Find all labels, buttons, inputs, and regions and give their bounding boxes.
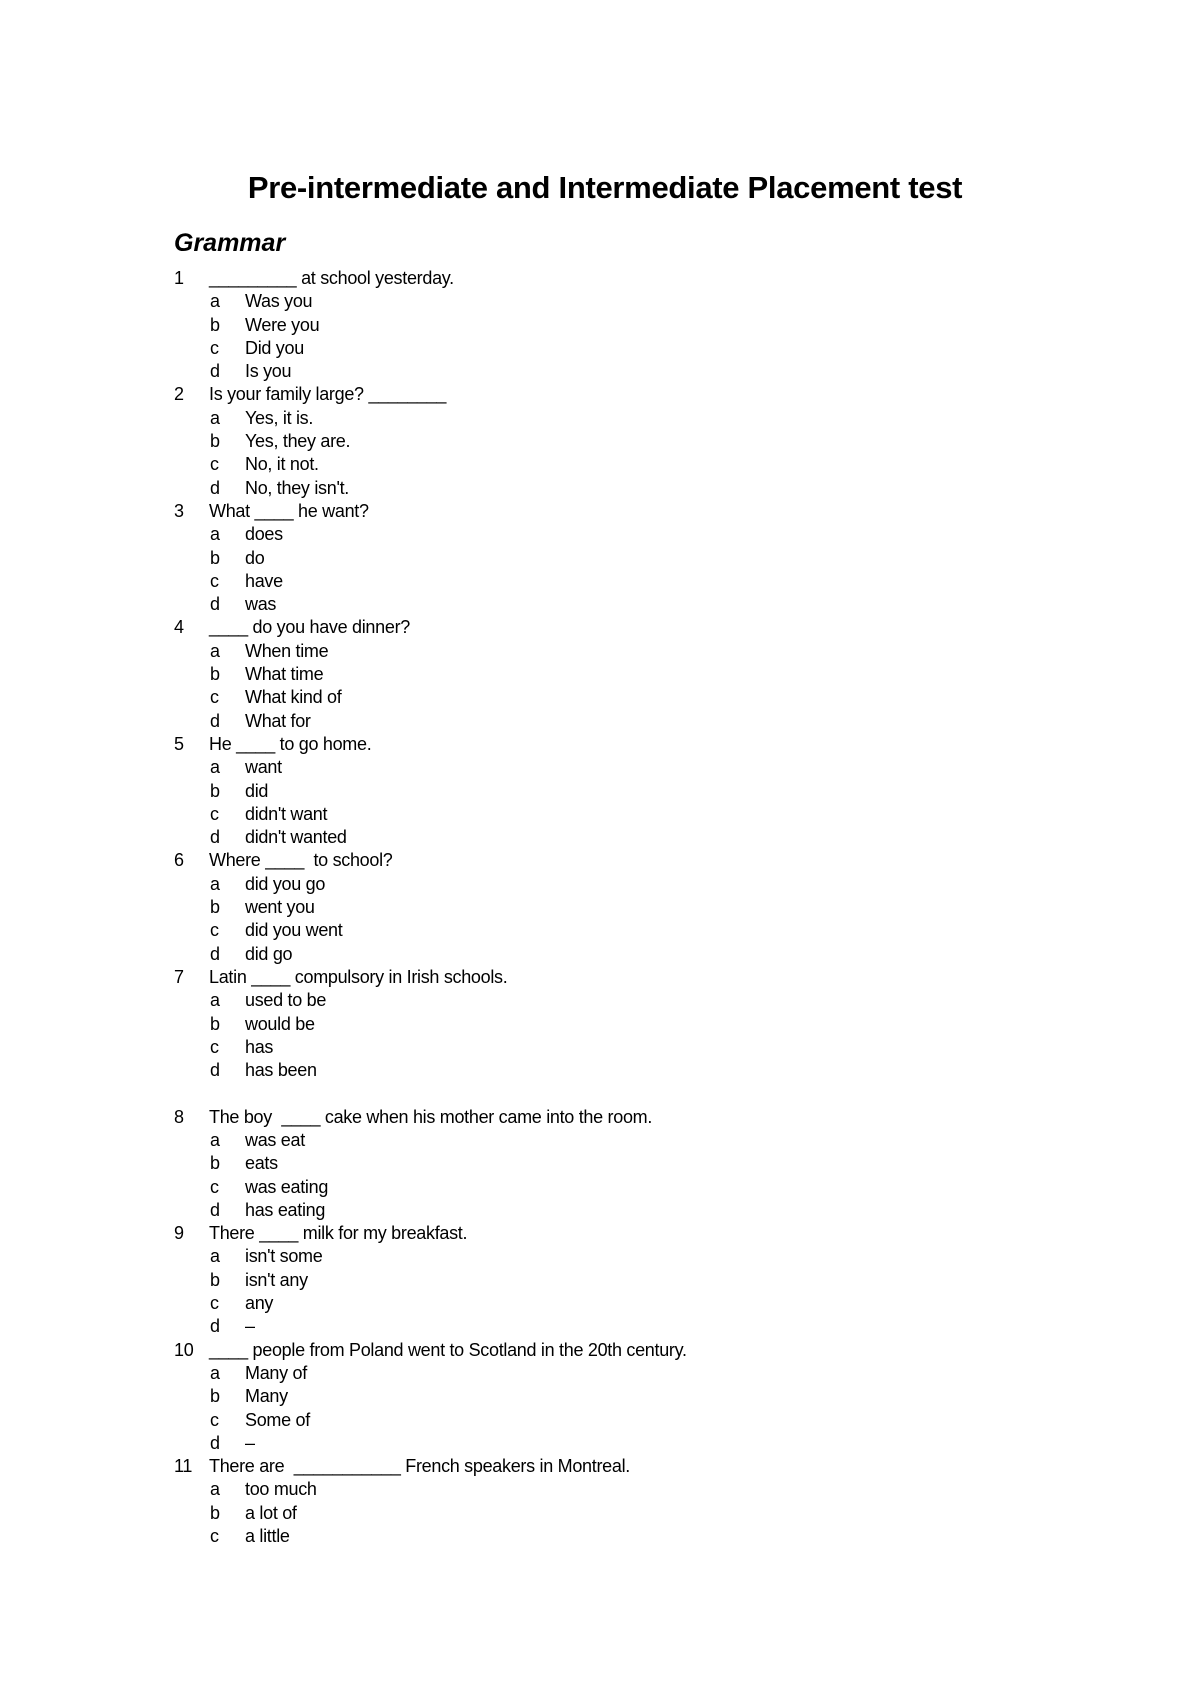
option-text: was eat bbox=[245, 1129, 305, 1150]
option-letter: b bbox=[210, 897, 220, 918]
option-text: Is you bbox=[245, 361, 292, 382]
option-text: – bbox=[245, 1432, 255, 1453]
option-text: a little bbox=[245, 1526, 290, 1547]
option-text: was eating bbox=[245, 1176, 329, 1197]
option-text: didn't wanted bbox=[245, 827, 347, 848]
question-number: 8 bbox=[174, 1106, 184, 1127]
option-letter: a bbox=[210, 640, 220, 661]
question-text: He ____ to go home. bbox=[209, 733, 372, 754]
option-text: When time bbox=[245, 640, 329, 661]
option-text: Many bbox=[245, 1386, 288, 1407]
option-letter: a bbox=[210, 873, 220, 894]
option-letter: a bbox=[210, 524, 220, 545]
option-letter: c bbox=[210, 687, 219, 708]
option-letter: d bbox=[210, 361, 220, 382]
option-letter: a bbox=[210, 407, 220, 428]
option-letter: a bbox=[210, 1362, 220, 1383]
option-letter: b bbox=[210, 1269, 220, 1290]
option-text: did go bbox=[245, 943, 293, 964]
option-text: Many of bbox=[245, 1362, 307, 1383]
option-letter: b bbox=[210, 664, 220, 685]
option-letter: c bbox=[210, 1409, 219, 1430]
question-number: 6 bbox=[174, 850, 184, 871]
question-number: 11 bbox=[174, 1456, 193, 1477]
page-title: Pre-intermediate and Intermediate Placement test bbox=[247, 170, 963, 205]
question-number: 4 bbox=[174, 617, 184, 638]
question-number: 2 bbox=[174, 384, 184, 405]
option-text: What time bbox=[245, 664, 324, 685]
option-letter: d bbox=[210, 1316, 220, 1337]
option-text: did bbox=[245, 780, 269, 801]
option-letter: d bbox=[210, 1199, 220, 1220]
question-text: There ____ milk for my breakfast. bbox=[209, 1223, 468, 1244]
question-number: 7 bbox=[174, 966, 184, 987]
option-text: too much bbox=[245, 1479, 317, 1500]
option-text: didn't want bbox=[245, 803, 328, 824]
option-letter: a bbox=[210, 757, 220, 778]
option-text: has been bbox=[245, 1060, 317, 1081]
question-text: Latin ____ compulsory in Irish schools. bbox=[209, 966, 508, 987]
option-letter: b bbox=[210, 431, 220, 452]
option-letter: c bbox=[210, 1176, 219, 1197]
option-text: would be bbox=[245, 1013, 315, 1034]
question-text: Where ____ to school? bbox=[209, 850, 393, 871]
option-text: was bbox=[245, 594, 277, 615]
option-text: isn't any bbox=[245, 1269, 308, 1290]
option-text: does bbox=[245, 524, 283, 545]
option-letter: c bbox=[210, 337, 219, 358]
section-heading: Grammar bbox=[174, 229, 286, 257]
option-letter: a bbox=[210, 1479, 220, 1500]
question-number: 1 bbox=[174, 268, 184, 288]
option-text: any bbox=[245, 1293, 274, 1314]
question-number: 10 bbox=[174, 1339, 194, 1360]
question-number: 3 bbox=[174, 500, 184, 521]
option-text: has eating bbox=[245, 1199, 326, 1220]
option-letter: b bbox=[210, 314, 220, 335]
question-text: Is your family large? ________ bbox=[209, 384, 447, 405]
option-text: a lot of bbox=[245, 1502, 297, 1523]
option-text: – bbox=[245, 1316, 255, 1337]
question-text: _________ at school yesterday. bbox=[209, 268, 454, 288]
option-text: Were you bbox=[245, 314, 320, 335]
option-letter: c bbox=[210, 920, 219, 941]
option-letter: c bbox=[210, 1036, 219, 1057]
option-letter: b bbox=[210, 547, 220, 568]
option-letter: d bbox=[210, 943, 220, 964]
question-text: What ____ he want? bbox=[209, 500, 369, 521]
option-letter: d bbox=[210, 710, 220, 731]
option-text: Was you bbox=[245, 291, 313, 312]
option-letter: b bbox=[210, 780, 220, 801]
option-text: What kind of bbox=[245, 687, 342, 708]
option-letter: c bbox=[210, 1526, 219, 1547]
question-number: 9 bbox=[174, 1223, 184, 1244]
option-text: What for bbox=[245, 710, 311, 731]
option-letter: d bbox=[210, 1060, 220, 1081]
option-letter: b bbox=[210, 1013, 220, 1034]
question-text: ____ people from Poland went to Scotland in the 20th century. bbox=[209, 1339, 687, 1360]
question-text: ____ do you have dinner? bbox=[209, 617, 410, 638]
option-letter: b bbox=[210, 1153, 220, 1174]
option-text: Yes, they are. bbox=[245, 431, 351, 452]
option-text: did you went bbox=[245, 920, 343, 941]
option-letter: c bbox=[210, 803, 219, 824]
option-text: No, it not. bbox=[245, 454, 319, 475]
option-text: isn't some bbox=[245, 1246, 323, 1267]
option-letter: a bbox=[210, 1129, 220, 1150]
option-text: have bbox=[245, 570, 283, 591]
option-text: Yes, it is. bbox=[245, 407, 314, 428]
option-text: went you bbox=[245, 897, 315, 918]
question-text: There are ___________ French speakers in Montreal. bbox=[209, 1456, 630, 1477]
option-letter: a bbox=[210, 1246, 220, 1267]
option-text: want bbox=[245, 757, 282, 778]
option-letter: d bbox=[210, 827, 220, 848]
option-letter: b bbox=[210, 1502, 220, 1523]
option-letter: c bbox=[210, 1293, 219, 1314]
option-letter: c bbox=[210, 570, 219, 591]
option-text: Did you bbox=[245, 337, 304, 358]
option-letter: b bbox=[210, 1386, 220, 1407]
option-text: eats bbox=[245, 1153, 278, 1174]
option-text: has bbox=[245, 1036, 274, 1057]
option-text: used to be bbox=[245, 990, 327, 1011]
option-letter: d bbox=[210, 477, 220, 498]
question-number: 5 bbox=[174, 733, 184, 754]
option-letter: d bbox=[210, 594, 220, 615]
option-text: No, they isn't. bbox=[245, 477, 349, 498]
option-text: Some of bbox=[245, 1409, 310, 1430]
option-letter: c bbox=[210, 454, 219, 475]
option-letter: a bbox=[210, 291, 220, 312]
option-letter: a bbox=[210, 990, 220, 1011]
option-text: did you go bbox=[245, 873, 326, 894]
option-letter: d bbox=[210, 1432, 220, 1453]
question-text: The boy ____ cake when his mother came into the room. bbox=[209, 1106, 653, 1127]
option-text: do bbox=[245, 547, 265, 568]
